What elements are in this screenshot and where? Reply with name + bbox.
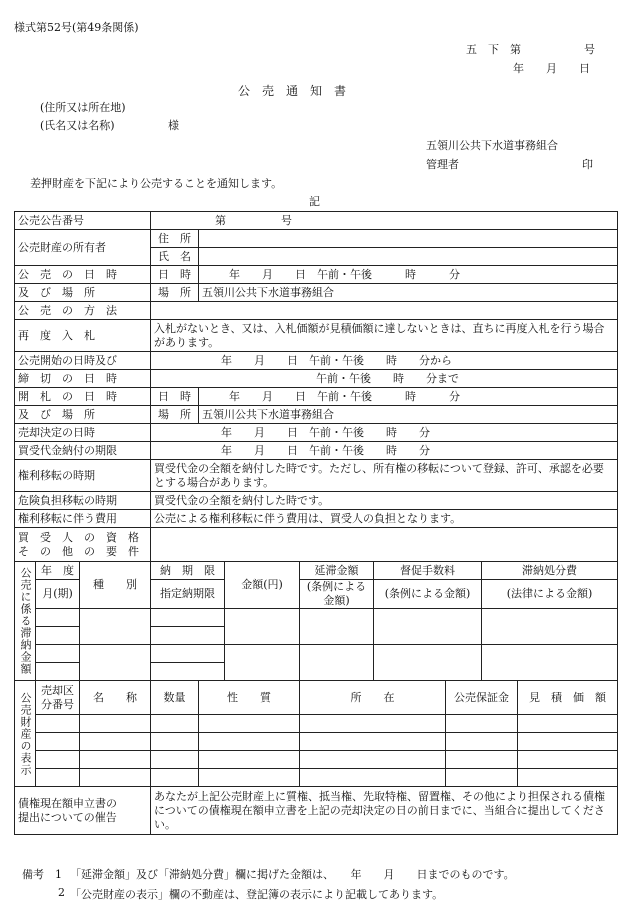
arrears-side-label: 公売に係る滞納金額 bbox=[15, 562, 36, 681]
form-number: 様式第52号(第49条関係) bbox=[14, 21, 139, 34]
opening-datetime-label: 開 札 の 日 時 bbox=[15, 388, 151, 406]
auction-datetime-key: 日 時 bbox=[151, 266, 199, 284]
intro-text: 差押財産を下記により公売することを通知します。 bbox=[30, 177, 283, 190]
property-cell[interactable] bbox=[80, 751, 151, 769]
decision-label: 売却決定の日時 bbox=[15, 424, 151, 442]
auction-place-key: 場 所 bbox=[151, 284, 199, 302]
property-cell[interactable] bbox=[300, 751, 446, 769]
transfer-timing-label: 権利移転の時期 bbox=[15, 460, 151, 492]
property-cell[interactable] bbox=[300, 769, 446, 787]
owner-label: 公売財産の所有者 bbox=[15, 230, 151, 266]
remark-2-number: 2 bbox=[58, 886, 65, 899]
arrears-late-cell[interactable] bbox=[300, 609, 374, 645]
issuer-organization: 五領川公共下水道事務組合 bbox=[426, 139, 558, 152]
arrears-fee-sub-header: (条例による金額) bbox=[374, 580, 482, 609]
buyer-qualification-value[interactable] bbox=[151, 528, 618, 562]
arrears-fee-header: 督促手数料 bbox=[374, 562, 482, 580]
property-cell[interactable] bbox=[518, 715, 618, 733]
arrears-procedure-header: 滞納処分費 bbox=[482, 562, 618, 580]
rebid-text: 入札がないとき、又は、入札価額が見積価額に達しないときは、直ちに再度入札を行う場合があります。 bbox=[151, 320, 618, 352]
claims-text: あなたが上記公売財産上に質権、抵当権、先取特権、留置権、その他により担保される債権についての債権現在額申立書を上記の売却決定の日の前日までに、当組合に提出してください。 bbox=[151, 787, 618, 835]
arrears-late-sub-header: (条例による金額) bbox=[300, 580, 374, 609]
buyer-qualification-label bbox=[15, 528, 151, 562]
payment-deadline-value: 年 月 日 午前・午後 時 分 bbox=[151, 442, 618, 460]
property-cell[interactable] bbox=[199, 733, 300, 751]
property-lot-header-1: 売却区 bbox=[41, 683, 74, 697]
arrears-designated-cell[interactable] bbox=[151, 663, 225, 681]
opening-place-key: 場 所 bbox=[151, 406, 199, 424]
auction-datetime-label: 公 売 の 日 時 bbox=[15, 266, 151, 284]
name-label: (氏名又は名称) bbox=[40, 119, 115, 132]
buyer-qualification-label-1: 買 受 人 の 資 格 bbox=[18, 530, 139, 544]
arrears-kind-cell[interactable] bbox=[80, 645, 151, 681]
transfer-cost-text: 公売による権利移転に伴う費用は、買受人の負担となります。 bbox=[151, 510, 618, 528]
arrears-procedure-cell[interactable] bbox=[482, 645, 618, 681]
arrears-kind-header: 種 別 bbox=[80, 562, 151, 609]
claims-label-1: 債権現在額申立書の bbox=[18, 796, 117, 810]
property-cell[interactable] bbox=[151, 715, 199, 733]
transfer-timing-text: 買受代金の全額を納付した時です。ただし、所有権の移転について登録、許可、承認を必要とする場合があります。 bbox=[151, 460, 618, 492]
notice-number-label: 公売公告番号 bbox=[15, 212, 151, 230]
property-cell[interactable] bbox=[80, 715, 151, 733]
property-cell[interactable] bbox=[36, 733, 80, 751]
ki-heading: 記 bbox=[309, 195, 320, 208]
property-estimate-header: 見 積 価 額 bbox=[518, 681, 618, 715]
issue-date: 年 月 日 bbox=[513, 62, 590, 75]
property-cell[interactable] bbox=[446, 769, 518, 787]
arrears-fee-cell[interactable] bbox=[374, 609, 482, 645]
notice-number-value: 第 号 bbox=[151, 212, 618, 230]
owner-address-value[interactable] bbox=[199, 230, 618, 248]
opening-datetime-value: 年 月 日 午前・午後 時 分 bbox=[199, 388, 618, 406]
address-label: (住所又は所在地) bbox=[40, 101, 126, 114]
property-cell[interactable] bbox=[446, 715, 518, 733]
property-cell[interactable] bbox=[518, 733, 618, 751]
property-quantity-header: 数量 bbox=[151, 681, 199, 715]
period-label-1: 公売開始の日時及び bbox=[15, 352, 151, 370]
claims-label-2: 提出についての催告 bbox=[18, 810, 117, 824]
period-label-2: 締 切 の 日 時 bbox=[15, 370, 151, 388]
opening-datetime-key: 日 時 bbox=[151, 388, 199, 406]
auction-place-value: 五領川公共下水道事務組合 bbox=[199, 284, 618, 302]
risk-transfer-label: 危険負担移転の時期 bbox=[15, 492, 151, 510]
arrears-period-cell[interactable] bbox=[36, 627, 80, 645]
property-location-header: 所 在 bbox=[300, 681, 446, 715]
property-cell[interactable] bbox=[518, 769, 618, 787]
arrears-kind-cell[interactable] bbox=[80, 609, 151, 645]
arrears-due-cell[interactable] bbox=[151, 609, 225, 627]
arrears-amount-header: 金額(円) bbox=[225, 562, 300, 609]
property-cell[interactable] bbox=[151, 751, 199, 769]
auction-form-table bbox=[14, 211, 618, 835]
property-name-header: 名 称 bbox=[80, 681, 151, 715]
property-cell[interactable] bbox=[36, 769, 80, 787]
property-cell[interactable] bbox=[80, 733, 151, 751]
auction-method-value[interactable] bbox=[151, 302, 618, 320]
property-cell[interactable] bbox=[36, 715, 80, 733]
property-cell[interactable] bbox=[518, 751, 618, 769]
property-cell[interactable] bbox=[199, 769, 300, 787]
arrears-procedure-cell[interactable] bbox=[482, 609, 618, 645]
document-title: 公 売 通 知 書 bbox=[238, 84, 347, 98]
arrears-period-cell[interactable] bbox=[36, 663, 80, 681]
period-start-value: 年 月 日 午前・午後 時 分から bbox=[151, 352, 618, 370]
remark-1: 「延滞金額」及び「滞納処分費」欄に掲げた金額は、 年 月 日までのものです。 bbox=[70, 868, 515, 881]
property-cell[interactable] bbox=[300, 733, 446, 751]
property-cell[interactable] bbox=[446, 751, 518, 769]
rebid-label: 再 度 入 札 bbox=[15, 320, 151, 352]
auction-method-label: 公 売 の 方 法 bbox=[15, 302, 151, 320]
remark-2: 「公売財産の表示」欄の不動産は、登記簿の表示により記載してあります。 bbox=[70, 888, 444, 901]
risk-transfer-text: 買受代金の全額を納付した時です。 bbox=[151, 492, 618, 510]
opening-place-value: 五領川公共下水道事務組合 bbox=[199, 406, 618, 424]
doc-number-prefix: 五 下 第 bbox=[466, 43, 521, 56]
seal-mark: 印 bbox=[582, 158, 593, 171]
payment-deadline-label: 買受代金納付の期限 bbox=[15, 442, 151, 460]
property-lot-header-2: 分番号 bbox=[41, 697, 74, 711]
remarks-head: 備考 1 bbox=[22, 868, 62, 881]
arrears-amount-cell[interactable] bbox=[225, 645, 300, 681]
arrears-designated-cell[interactable] bbox=[151, 627, 225, 645]
property-cell[interactable] bbox=[446, 733, 518, 751]
auction-datetime-value: 年 月 日 午前・午後 時 分 bbox=[199, 266, 618, 284]
owner-name-value[interactable] bbox=[199, 248, 618, 266]
honorific: 様 bbox=[168, 119, 179, 132]
opening-place-label: 及 び 場 所 bbox=[15, 406, 151, 424]
arrears-due-cell[interactable] bbox=[151, 645, 225, 663]
doc-number-suffix: 号 bbox=[584, 43, 595, 56]
property-cell[interactable] bbox=[151, 769, 199, 787]
arrears-period-header: 月(期) bbox=[36, 580, 80, 609]
owner-address-key: 住 所 bbox=[151, 230, 199, 248]
auction-place-label: 及 び 場 所 bbox=[15, 284, 151, 302]
property-nature-header: 性 質 bbox=[199, 681, 300, 715]
arrears-amount-cell[interactable] bbox=[225, 609, 300, 645]
issuer-role: 管理者 bbox=[426, 158, 459, 171]
arrears-year-cell[interactable] bbox=[36, 645, 80, 663]
period-end-value: 午前・午後 時 分まで bbox=[151, 370, 618, 388]
transfer-cost-label: 権利移転に伴う費用 bbox=[15, 510, 151, 528]
buyer-qualification-label-2: そ の 他 の 要 件 bbox=[18, 544, 139, 558]
property-cell[interactable] bbox=[80, 769, 151, 787]
property-cell[interactable] bbox=[36, 751, 80, 769]
arrears-designated-due-header: 指定納期限 bbox=[151, 580, 225, 609]
property-cell[interactable] bbox=[151, 733, 199, 751]
claims-label bbox=[15, 787, 151, 835]
arrears-late-cell[interactable] bbox=[300, 645, 374, 681]
arrears-procedure-sub-header: (法律による金額) bbox=[482, 580, 618, 609]
decision-value: 年 月 日 午前・午後 時 分 bbox=[151, 424, 618, 442]
property-side-label: 公売財産の表示 bbox=[15, 681, 36, 787]
property-cell[interactable] bbox=[199, 751, 300, 769]
property-cell[interactable] bbox=[300, 715, 446, 733]
arrears-fee-cell[interactable] bbox=[374, 645, 482, 681]
arrears-due-header: 納 期 限 bbox=[151, 562, 225, 580]
property-deposit-header: 公売保証金 bbox=[446, 681, 518, 715]
property-lot-header bbox=[36, 681, 80, 715]
property-cell[interactable] bbox=[199, 715, 300, 733]
arrears-year-cell[interactable] bbox=[36, 609, 80, 627]
arrears-year-header: 年 度 bbox=[36, 562, 80, 580]
arrears-late-header: 延滞金額 bbox=[300, 562, 374, 580]
owner-name-key: 氏 名 bbox=[151, 248, 199, 266]
